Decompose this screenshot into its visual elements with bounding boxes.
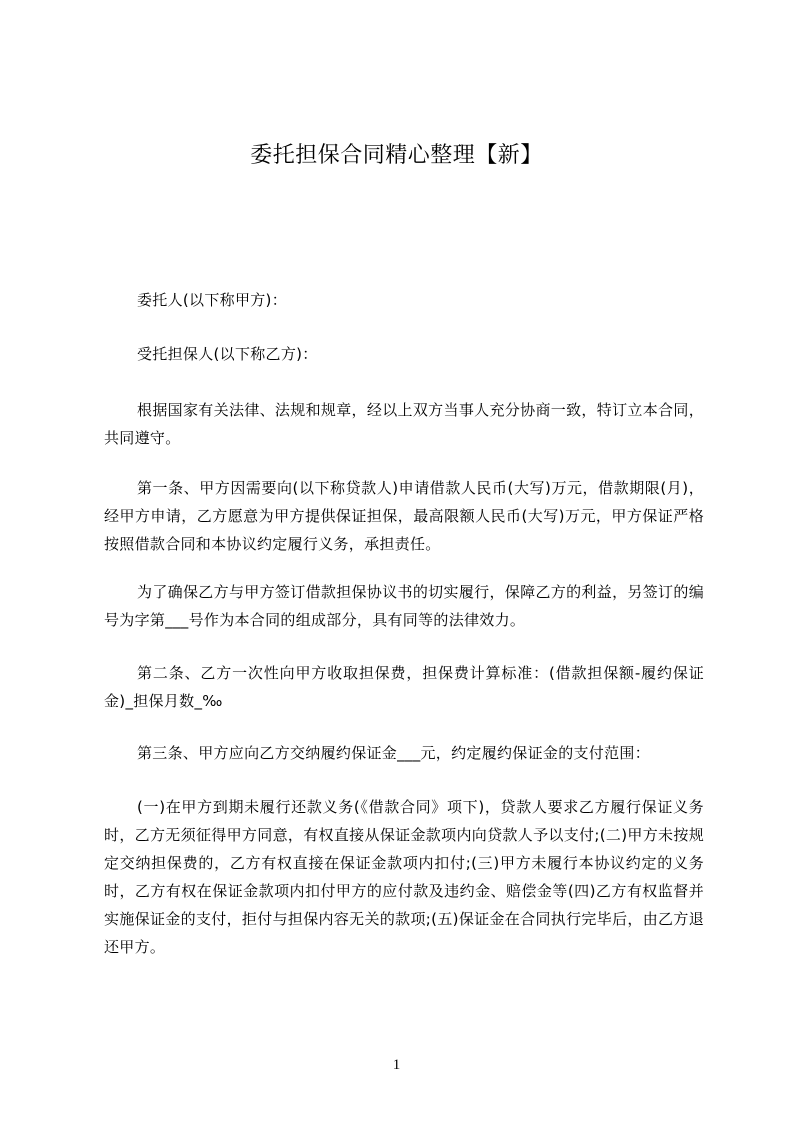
article-one-paragraph: 第一条、甲方因需要向(以下称贷款人)申请借款人民币(大写)万元，借款期限(月)，经甲方申请，乙方愿意为甲方提供保证担保，最高限额人民币(大写)万元，甲方保证严格按照借款合同和本协议约定履行义务，承担责任。 <box>104 479 704 553</box>
preamble-paragraph: 根据国家有关法律、法规和规章，经以上双方当事人充分协商一致，特订立本合同，共同遵守。 <box>104 401 704 447</box>
supplement-paragraph: 为了确保乙方与甲方签订借款担保协议书的切实履行，保障乙方的利益，另签订的编号为字第___号作为本合同的组成部分，具有同等的法律效力。 <box>104 583 704 629</box>
article-three-paragraph: 第三条、甲方应向乙方交纳履约保证金___元，约定履约保证金的支付范围： <box>137 744 651 762</box>
page-number: 1 <box>392 1057 401 1073</box>
deposit-scope-paragraph: (一)在甲方到期未履行还款义务(《借款合同》项下)，贷款人要求乙方履行保证义务时，乙方无须征得甲方同意，有权直接从保证金款项内向贷款人予以支付;(二)甲方未按规定交纳担保费的，乙方有权直接在保证金款项内扣付;(三)甲方未履行本协议约定的义务时，乙方有权在保证金款项内扣付甲方的应付款及违约金、赔偿金等(四)乙方有权监督并实施保证金的支付，拒付与担保内容无关的款项;(五)保证金在合同执行完毕后，由乙方退还甲方。 <box>104 798 704 956</box>
party-b-line: 受托担保人(以下称乙方)： <box>137 345 318 363</box>
document-title: 委托担保合同精心整理【新】 <box>250 143 543 168</box>
party-a-line: 委托人(以下称甲方)： <box>137 291 288 309</box>
article-two-paragraph: 第二条、乙方一次性向甲方收取担保费，担保费计算标准：(借款担保额-履约保证金)_担保月数_‰ <box>104 664 704 710</box>
